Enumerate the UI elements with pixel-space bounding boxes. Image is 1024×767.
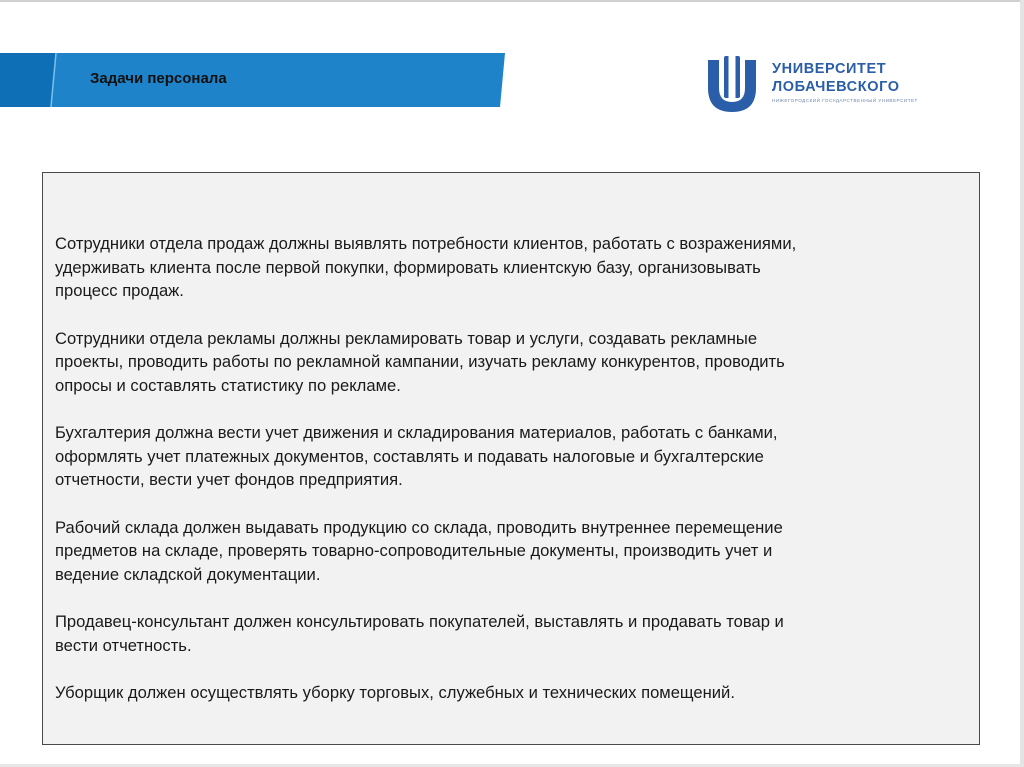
paragraph-advertising — [55, 327, 960, 398]
title-bar-left-block — [0, 53, 56, 107]
paragraph-line: предметов на складе, проверять товарно-сопроводительные документы, производить учет и — [55, 541, 773, 560]
paragraph-cleaner — [55, 681, 960, 705]
paragraph-line: Сотрудники отдела продаж должны выявлять потребности клиентов, работать с возражениями, — [55, 234, 797, 253]
page-title: Задачи персонала — [90, 70, 227, 87]
logo-text-line2: ЛОБАЧЕВСКОГО — [772, 79, 900, 95]
paragraph-line: отчетности, вести учет фондов предприятия. — [55, 470, 403, 489]
paragraph-line: удерживать клиента после первой покупки, формировать клиентскую базу, организовывать — [55, 257, 761, 277]
university-logo-icon — [704, 54, 760, 114]
logo-text-line1: УНИВЕРСИТЕТ — [772, 61, 887, 77]
paragraph-line: ведение складской документации. — [55, 564, 321, 584]
university-logo — [700, 52, 920, 118]
paragraph-line: Уборщик должен осуществлять уборку торговых, служебных и технических помещений. — [55, 683, 735, 702]
logo-text-line3: НИЖЕГОРОДСКИЙ ГОСУДАРСТВЕННЫЙ УНИВЕРСИТЕТ — [772, 98, 918, 103]
paragraph-line: оформлять учет платежных документов, составлять и подавать налоговые и бухгалтерские — [55, 446, 764, 466]
paragraph-consultant — [55, 610, 960, 657]
paragraph-line: Рабочий склада должен выдавать продукцию со склада, проводить внутреннее перемещение — [55, 517, 783, 537]
slide-top-edge — [0, 0, 1024, 2]
content-text — [55, 232, 960, 729]
title-bar-shape — [0, 53, 505, 107]
paragraph-accounting — [55, 421, 960, 492]
paragraph-line: проекты, проводить работы по рекламной кампании, изучать рекламу конкурентов, проводить — [55, 352, 785, 371]
paragraph-line: процесс продаж. — [55, 281, 184, 300]
paragraph-warehouse — [55, 516, 960, 587]
title-bar-main — [0, 53, 505, 107]
slide-right-edge — [1020, 0, 1024, 767]
paragraph-sales — [55, 232, 960, 303]
paragraph-line: Бухгалтерия должна вести учет движения и складирования материалов, работать с банками, — [55, 423, 778, 442]
title-bar — [0, 53, 505, 107]
paragraph-line: Продавец-консультант должен консультировать покупателей, выставлять и продавать товар и — [55, 612, 784, 631]
content-box — [42, 172, 980, 745]
paragraph-line: вести отчетность. — [55, 635, 192, 655]
paragraph-line: опросы и составлять статистику по рекламе. — [55, 375, 401, 395]
paragraph-line: Сотрудники отдела рекламы должны рекламировать товар и услуги, создавать рекламные — [55, 328, 758, 348]
